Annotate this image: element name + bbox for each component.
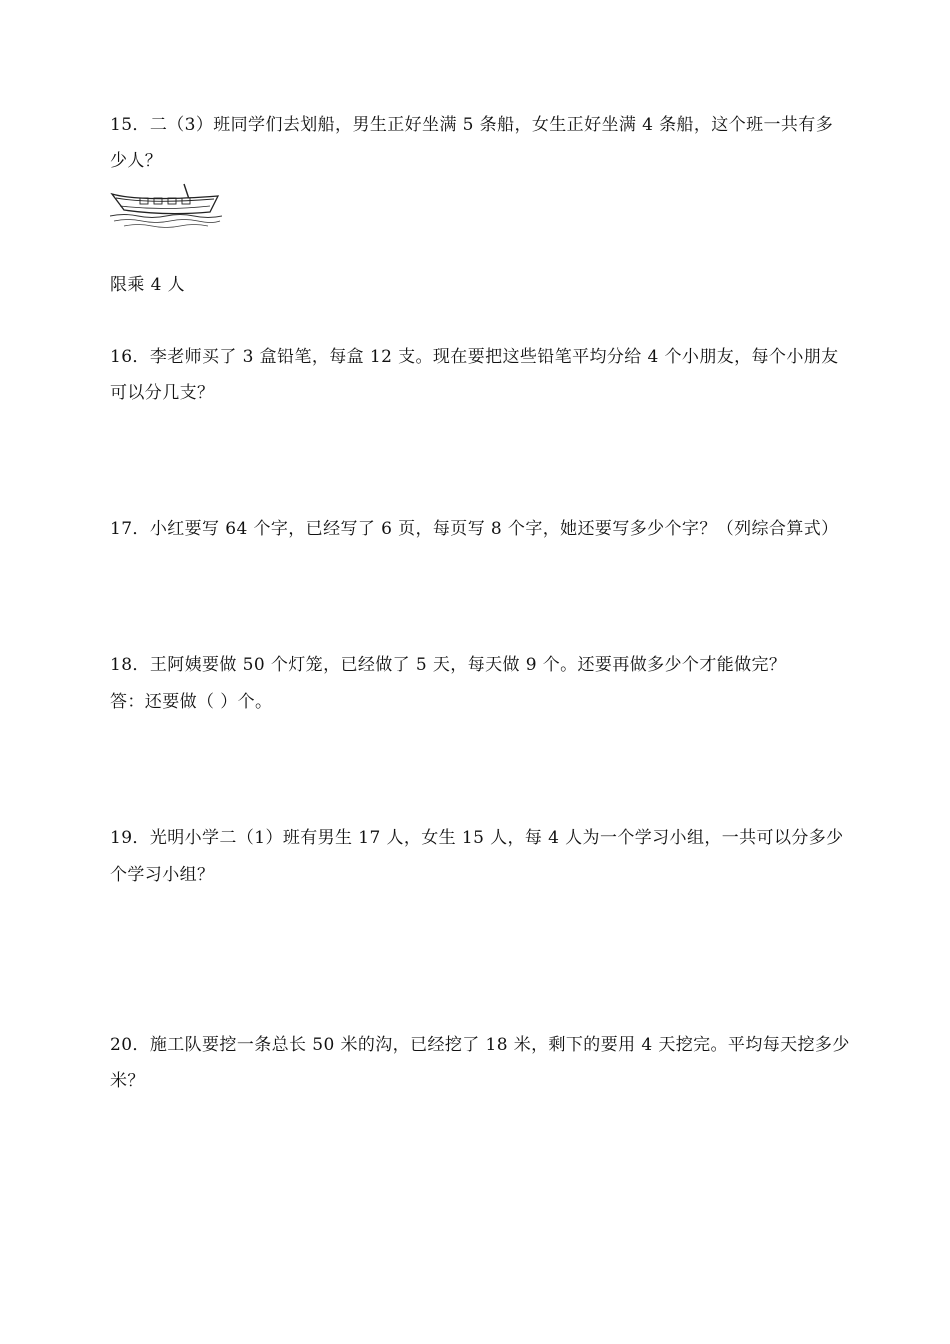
question-17-text-line1: 17．小红要写 64 个字，已经写了 6 页，每页写 8 个字，她还要写多少个字？（列综合算式）	[110, 519, 839, 539]
question-18-answer-line: 答：还要做（ ）个。	[110, 692, 273, 712]
question-20-text-line1: 20．施工队要挖一条总长 50 米的沟，已经挖了 18 米，剩下的要用 4 天挖完。平均每天挖多少	[110, 1035, 850, 1055]
question-15-text-line2: 少人？	[110, 151, 163, 171]
question-18-text-line1: 18．王阿姨要做 50 个灯笼，已经做了 5 天，每天做 9 个。还要再做多少个才能做完？	[110, 655, 787, 675]
question-19-text-line2: 个学习小组？	[110, 865, 215, 885]
question-15-text-line1: 15．二（3）班同学们去划船，男生正好坐满 5 条船，女生正好坐满 4 条船，这个班一共有多	[110, 115, 834, 135]
question-19-text-line1: 19．光明小学二（1）班有男生 17 人，女生 15 人，每 4 人为一个学习小组，一共可以分多少	[110, 828, 844, 848]
rowboat-icon	[110, 182, 222, 230]
question-16-text-line2: 可以分几支？	[110, 383, 215, 403]
boat-capacity-caption: 限乘 4 人	[110, 275, 186, 295]
question-20-text-line2: 米？	[110, 1071, 145, 1091]
question-16-text-line1: 16．李老师买了 3 盒铅笔，每盒 12 支。现在要把这些铅笔平均分给 4 个小朋友，每个小朋友	[110, 347, 839, 367]
